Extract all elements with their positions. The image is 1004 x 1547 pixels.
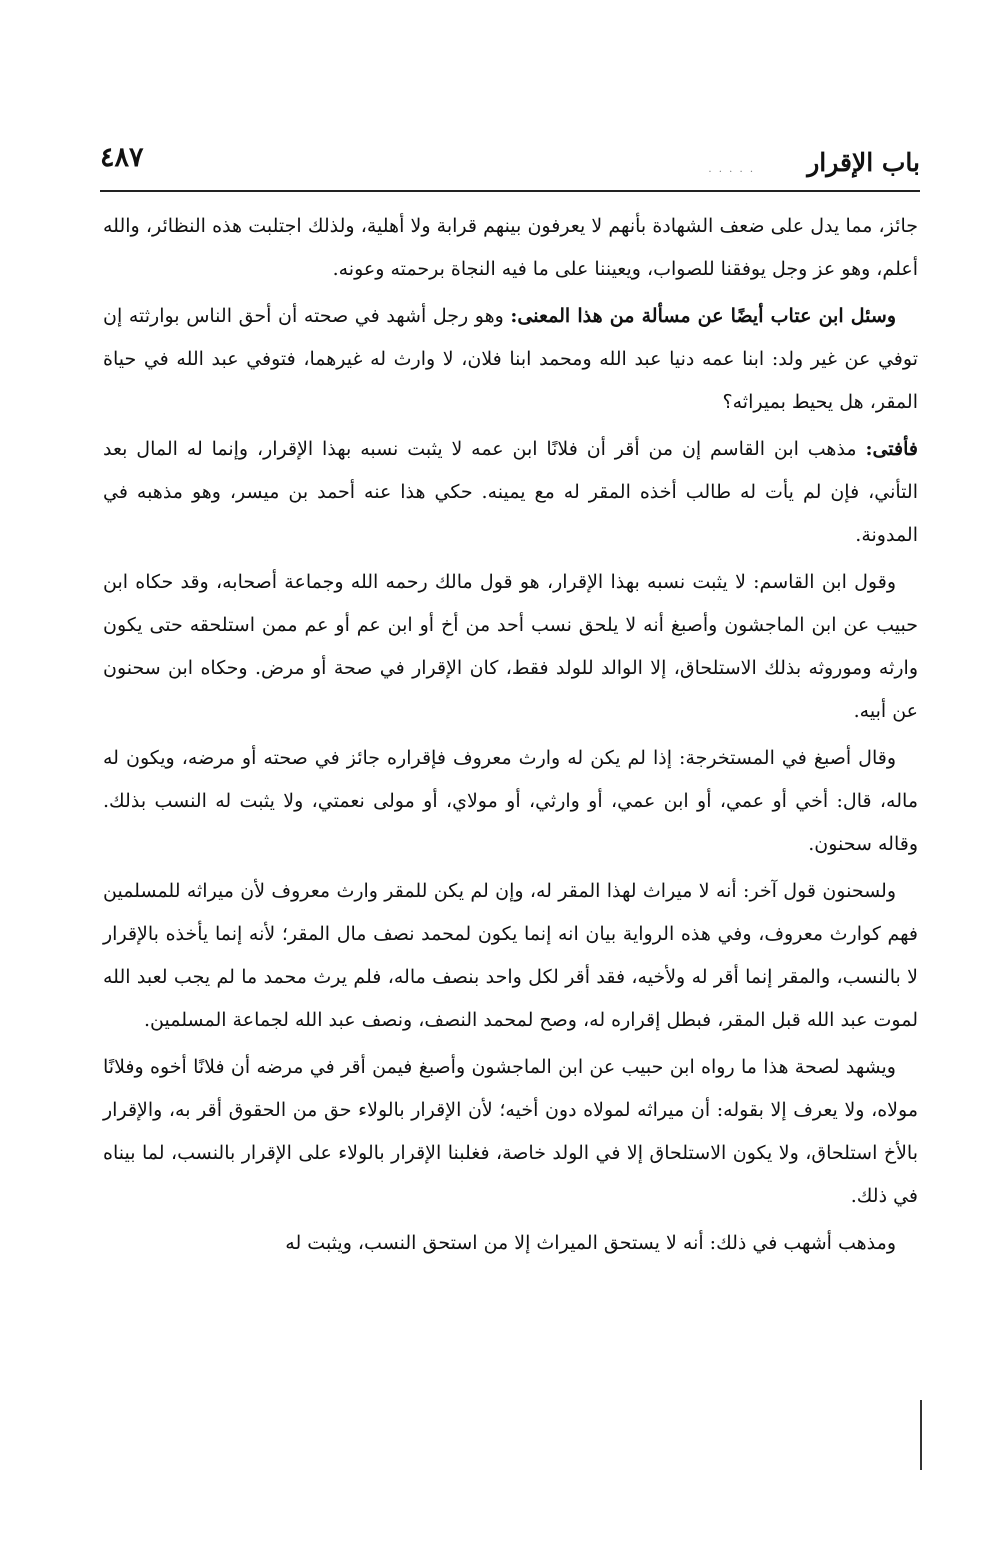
header-rule [100,190,920,192]
paragraph-3 [103,428,918,557]
paragraph-6 [103,870,918,1042]
running-title: باب الإقرار [807,148,920,177]
paragraph-text: ومذهب أشهب في ذلك: أنه لا يستحق الميراث إلا من استحق النسب، ويثبت له [285,1232,896,1254]
paragraph-text: ولسحنون قول آخر: أنه لا ميراث لهذا المقر له، وإن لم يكن للمقر وارث معروف لأن ميراثه للمسلمين فهم كوارث معروف، وفي هذه الرواية بيان انه إنما يكون لمحمد نصف مال المقر؛ لأنه إنما يأخذه بالإقرار لا بالنسب، والمقر إنما أقر له ولأخيه، فقد أقر لكل واحد بنصف ماله، فلم يرث محمد ما لم يجب لعبد الله لموت عبد الله قبل المقر، فبطل إقراره له، وصح لمحمد النصف، ونصف عبد الله لجماعة المسلمين. [103,880,918,1031]
paragraph-text: مذهب ابن القاسم إن من أقر أن فلانًا ابن عمه لا يثبت نسبه بهذا الإقرار، وإنما له المال بعد التأني، فإن لم يأت له طالب أخذه المقر له مع يمينه. حكي هذا عنه أحمد بن ميسر، وهو مذهبه في المدونة. [103,438,918,546]
paragraph-5 [103,737,918,866]
paragraph-text: وقال أصبغ في المستخرجة: إذا لم يكن له وارث معروف فإقراره جائز في صحته أو مرضه، ويكون له ماله، قال: أخي أو عمي، أو ابن عمي، أو وارثي، أو مولاي، أو مولى نعمتي، ولا يثبت له النسب بذلك. وقاله سحنون. [103,747,918,855]
margin-mark [920,1400,922,1470]
paragraph-lead: وسئل ابن عتاب أيضًا عن مسألة من هذا المعنى: [510,305,897,327]
page-header [100,140,920,192]
paragraph-7 [103,1046,918,1218]
page-number: ٤٨٧ [100,142,144,173]
paragraph-text: جائز، مما يدل على ضعف الشهادة بأنهم لا يعرفون بينهم قرابة ولا أهلية، ولذلك اجتلبت هذه النظائر، والله أعلم، وهو عز وجل يوفقنا للصواب، ويعيننا على ما فيه النجاة برحمته وعونه. [103,215,918,280]
main-text [103,205,918,1265]
paragraph-2 [103,295,918,424]
paragraph-text: وقول ابن القاسم: لا يثبت نسبه بهذا الإقرار، هو قول مالك رحمه الله وجماعة أصحابه، وقد حكاه ابن حبيب عن ابن الماجشون وأصبغ أنه لا يلحق نسب أحد من أخ أو ابن عم أو عم ممن استلحقه حتى يكون وارثه وموروثه بذلك الاستلحاق، إلا الوالد للولد فقط، كان الإقرار في صحة أو مرض. وحكاه ابن سحنون عن أبيه. [103,571,918,722]
paragraph-1 [103,205,918,291]
paragraph-4 [103,561,918,733]
paragraph-text: وهو رجل أشهد في صحته أن أحق الناس بوارثته إن توفي عن غير ولد: ابنا عمه دنيا عبد الله ومحمد ابنا فلان، لا وارث له غيرهما، فتوفي عبد الله في حياة المقر، هل يحيط بميراثه؟ [103,305,918,413]
paragraph-8 [103,1222,918,1265]
paragraph-text: ويشهد لصحة هذا ما رواه ابن حبيب عن ابن الماجشون وأصبغ فيمن أقر في مرضه أن فلانًا أخوه وفلانًا مولاه، ولا يعرف إلا بقوله: أن ميراثه لمولاه دون أخيه؛ لأن الإقرار بالولاء حق من الحقوق أقر به، والإقرار بالأخ استلحاق، ولا يكون الاستلحاق إلا في الولد خاصة، فغلبنا الإقرار بالولاء على الإقرار بالنسب، لما بيناه في ذلك. [103,1056,918,1207]
paragraph-lead: فأفتى: [865,438,918,460]
title-leader-dots: . . . . . [708,164,755,175]
